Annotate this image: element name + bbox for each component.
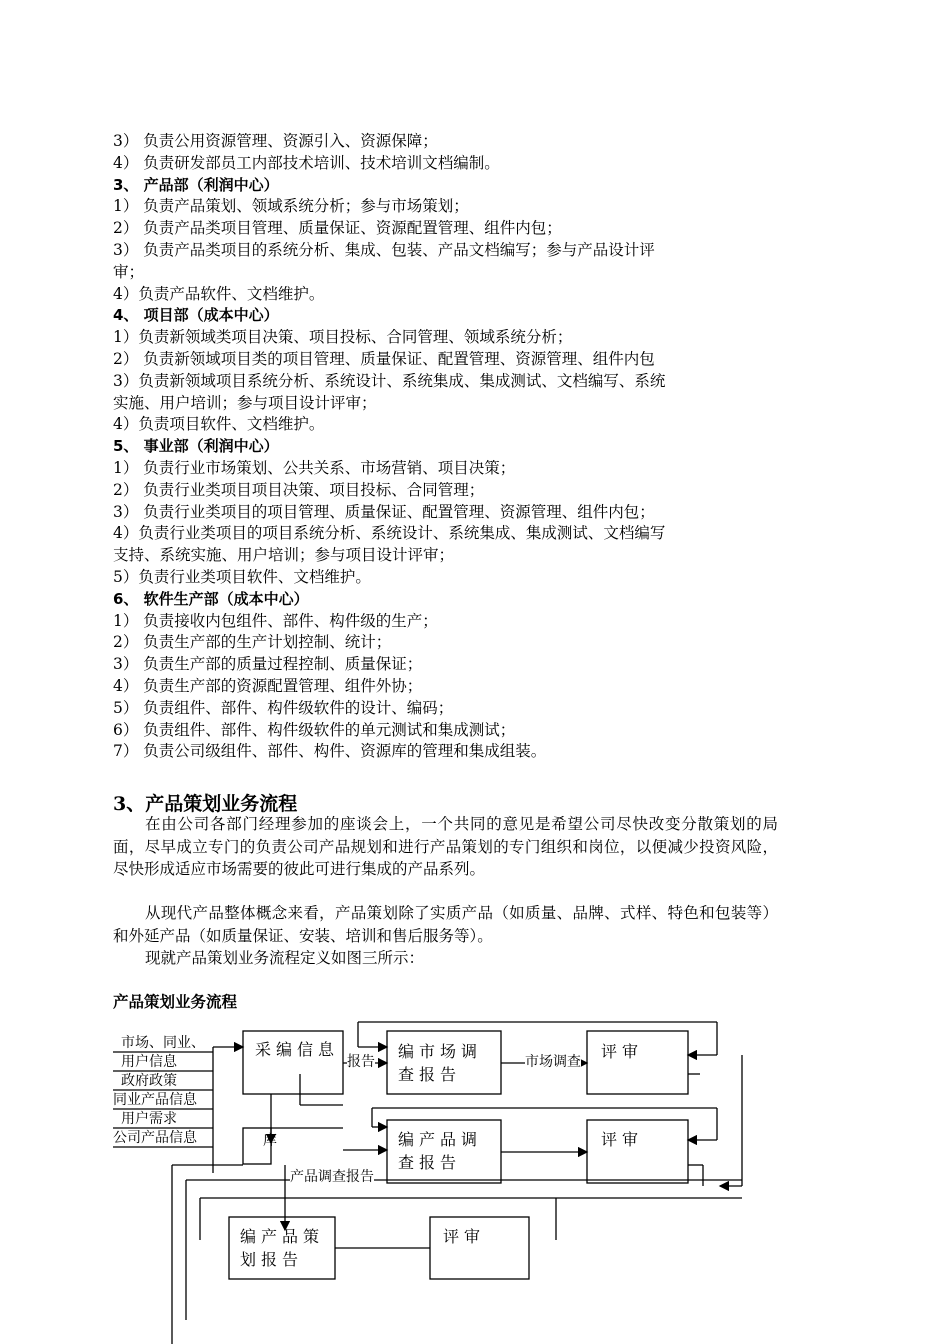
responsibility-line: 4）负责行业类项目的项目系统分析、系统设计、系统集成、集成测试、文档编写 (113, 524, 666, 543)
paragraph: 现就产品策划业务流程定义如图三所示： (145, 949, 425, 967)
input-label: 用户信息 (121, 1054, 177, 1070)
box-review-2: 评审 (601, 1130, 644, 1149)
input-label: 同业产品信息 (113, 1092, 197, 1108)
edge-label-report: 报告 (347, 1054, 375, 1070)
responsibility-line: 3） 负责生产部的质量过程控制、质量保证； (113, 655, 423, 674)
responsibility-line: 1） 负责产品策划、领域系统分析；参与市场策划； (113, 197, 469, 216)
responsibility-line: 实施、用户培训；参与项目设计评审； (113, 393, 377, 412)
responsibility-line: 2） 负责产品类项目管理、质量保证、资源配置管理、组件内包； (113, 219, 562, 238)
box-library: 库 (263, 1133, 277, 1149)
responsibility-line: 审； (113, 262, 145, 281)
responsibility-line: 2） 负责新领域项目类的项目管理、质量保证、配置管理、资源管理、组件内包 (113, 350, 655, 368)
department-heading: 3、 产品部（利润中心） (113, 175, 279, 194)
responsibility-line: 4） 负责研发部员工内部技术培训、技术培训文档编制。 (113, 153, 500, 172)
responsibility-line: 7） 负责公司级组件、部件、构件、资源库的管理和集成组装。 (113, 742, 547, 761)
box-plan-report: 编产品策划报告 (240, 1227, 325, 1269)
figure-title: 产品策划业务流程 (113, 993, 238, 1011)
box-product-report: 编产品调查报告 (398, 1130, 483, 1172)
paragraph: 从现代产品整体概念来看，产品策划除了实质产品（如质量、品牌、式样、特色和包装等）和外延产品（如质量保证、安装、培训和售后服务等）。 (113, 904, 778, 945)
responsibility-line: 4）负责产品软件、文档维护。 (113, 284, 325, 303)
responsibility-line: 3） 负责公用资源管理、资源引入、资源保障； (113, 132, 438, 150)
responsibility-line: 3） 负责行业类项目的项目管理、质量保证、配置管理、资源管理、组件内包； (113, 502, 655, 521)
responsibility-line: 6） 负责组件、部件、构件级软件的单元测试和集成测试； (113, 720, 516, 739)
input-label: 市场、同业、 (121, 1035, 205, 1051)
responsibility-line: 2） 负责生产部的生产计划控制、统计； (113, 633, 392, 652)
department-heading: 4、 项目部（成本中心） (113, 306, 279, 325)
responsibility-line: 4）负责项目软件、文档维护。 (113, 415, 325, 434)
responsibility-line: 5） 负责组件、部件、构件级软件的设计、编码； (113, 698, 454, 717)
department-heading: 5、 事业部（利润中心） (113, 437, 279, 456)
responsibility-line: 支持、系统实施、用户培训；参与项目设计评审； (113, 546, 455, 565)
input-label: 政府政策 (121, 1073, 177, 1089)
section-title: 3、产品策划业务流程 (113, 793, 298, 815)
responsibility-line: 1） 负责接收内包组件、部件、构件级的生产； (113, 611, 438, 630)
box-collect-info: 采编信息 (255, 1040, 340, 1059)
responsibility-line: 1） 负责行业市场策划、公共关系、市场营销、项目决策； (113, 459, 516, 477)
paragraph: 在由公司各部门经理参加的座谈会上，一个共同的意见是希望公司尽快改变分散策划的局面，尽早成立专门的负责公司产品规划和进行产品策划的专门组织和岗位，以便减少投资风险，尽快形成适应市场需要的彼此可进行集成的产品系列。 (113, 815, 778, 878)
responsibility-line: 5）负责行业类项目软件、文档维护。 (113, 568, 371, 586)
edge-label-market-survey: 市场调查 (525, 1054, 581, 1070)
input-label: 公司产品信息 (113, 1130, 197, 1146)
edge-label-product-survey: 产品调查报告 (290, 1169, 374, 1185)
box-review-3: 评审 (443, 1227, 486, 1246)
box-market-report: 编市场调查报告 (398, 1042, 483, 1084)
input-label: 用户需求 (121, 1111, 177, 1127)
responsibility-line: 3）负责新领域项目系统分析、系统设计、系统集成、集成测试、文档编写、系统 (113, 371, 666, 390)
responsibility-line: 4） 负责生产部的资源配置管理、组件外协； (113, 677, 423, 695)
responsibility-line: 2） 负责行业类项目项目决策、项目投标、合同管理； (113, 480, 485, 499)
department-heading: 6、 软件生产部（成本中心） (113, 589, 309, 608)
responsibility-line: 3） 负责产品类项目的系统分析、集成、包装、产品文档编写；参与产品设计评 (113, 241, 655, 259)
responsibility-line: 1）负责新领域类项目决策、项目投标、合同管理、领域系统分析； (113, 328, 573, 347)
box-review-1: 评审 (601, 1042, 644, 1061)
